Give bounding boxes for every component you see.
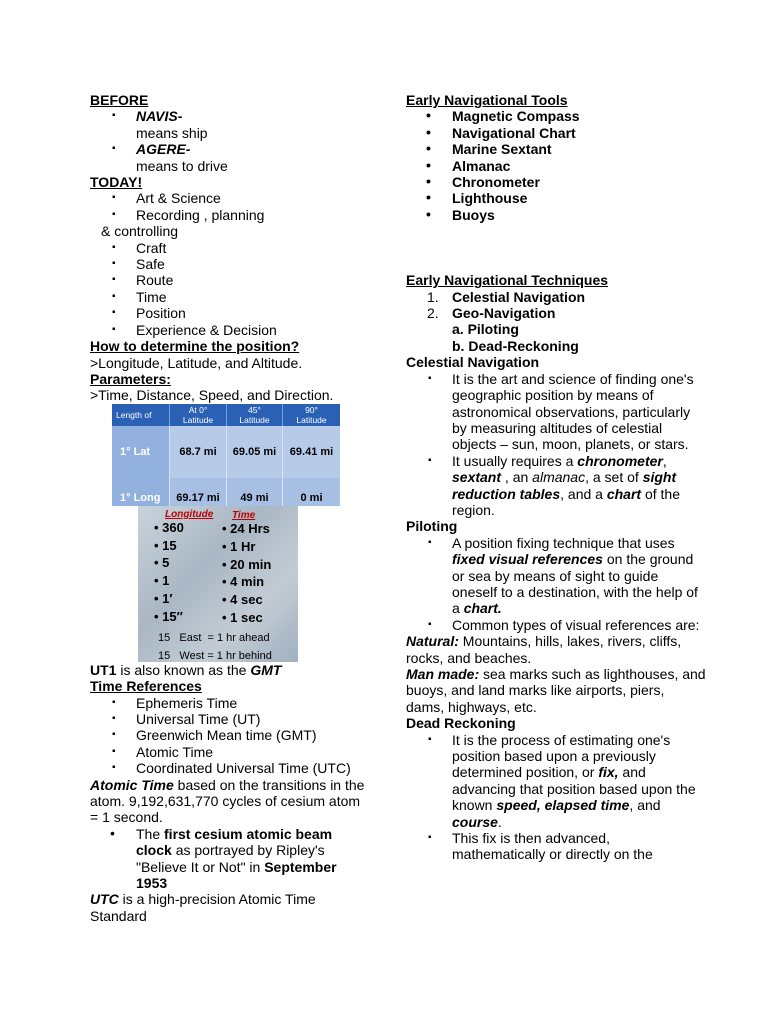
list-item: ▪ A position fixing technique that uses fixed visual references on the ground or sea by means of sight to guide oneself to a destination, with the help of a chart. [428, 534, 698, 617]
bullet-icon: ▪ [428, 372, 432, 384]
list-item: ▪ Atomic Time [112, 743, 214, 760]
photo-text: • 15″ [154, 608, 183, 624]
table-cell: 69.17 mi [170, 478, 227, 506]
bullet-icon: ▪ [112, 323, 116, 335]
bullet-icon: • [426, 140, 431, 157]
how-text: >Longitude, Latitude, and Altitude. [90, 354, 303, 371]
photo-text: • 15 [154, 537, 177, 553]
natural-text: Natural: Mountains, hills, lakes, rivers, cliffs, rocks, and beaches. [406, 633, 682, 666]
bullet-icon: ▪ [112, 258, 116, 270]
bullet-icon: ▪ [112, 110, 116, 122]
list-item: 2. Geo-Navigation [427, 305, 556, 322]
heading-piloting: Piloting [406, 518, 458, 535]
photo-col2-title: Time [232, 509, 256, 521]
bullet-icon: ▪ [428, 832, 432, 844]
list-item: ▪ Recording , planning [112, 206, 265, 223]
list-item: ▪ Route [112, 272, 174, 289]
table-cell: 69.41 mi [289, 445, 334, 458]
bullet-icon: • [426, 123, 431, 140]
photo-text: • 1 Hr [222, 538, 256, 554]
list-item-cont: means to drive [136, 157, 228, 174]
list-item-sub: b. Dead-Reckoning [452, 337, 579, 354]
list-item: • Chronometer [426, 173, 540, 191]
list-item: • The first cesium atomic beam clock as portrayed by Ripley's "Believe It or Not" in September 1953 [110, 824, 337, 891]
bullet-icon: ▪ [112, 274, 116, 286]
bullet-icon: ▪ [112, 712, 116, 724]
photo-text: • 1 [154, 572, 170, 588]
bullet-icon: ▪ [112, 762, 116, 774]
table-cell: 1° Long [112, 478, 170, 506]
bullet-icon: • [426, 189, 431, 206]
list-item: ▪ Greenwich Mean time (GMT) [112, 727, 317, 744]
heading-parameters: Parameters: [90, 370, 171, 387]
photo-text: • 4 min [222, 573, 265, 589]
bullet-icon: • [426, 156, 431, 173]
bullet-icon: • [426, 205, 431, 222]
table-cell: 1° Lat [112, 426, 170, 478]
heading-techniques: Early Navigational Techniques [406, 272, 609, 289]
photo-text: 15 East = 1 hr ahead [158, 631, 270, 644]
list-item: ▪ Common types of visual references are: [428, 616, 700, 633]
table-header [112, 404, 340, 426]
bullet-icon: ▪ [112, 143, 116, 155]
list-item: ▪ Time [112, 288, 167, 305]
table-row [112, 478, 340, 506]
photo-text: • 24 Hrs [222, 520, 270, 536]
list-item: ▪ AGERE- [112, 141, 191, 158]
heading-time-references: Time References [90, 678, 202, 695]
photo-col1-title: Longitude [165, 508, 214, 520]
ut1-text: UT1 is also known as the GMT [90, 661, 282, 678]
list-item: ▪ Position [112, 305, 186, 322]
table-header-cell: 90° Latitude [296, 404, 327, 425]
list-item: ▪ Universal Time (UT) [112, 710, 261, 727]
list-item: • Almanac [426, 156, 511, 174]
manmade-text: Man made: sea marks such as lighthouses, and buoys, and land marks like airports, piers, dams, highways, etc. [406, 666, 706, 715]
left-column [90, 92, 370, 924]
list-item: ▪ NAVIS- [112, 108, 183, 125]
list-item: ▪ Ephemeris Time [112, 694, 238, 711]
photo-text: • 4 sec [222, 591, 263, 607]
photo-text: • 20 min [222, 556, 272, 572]
longitude-time-image [138, 506, 298, 662]
list-item: ▪ Art & Science [112, 190, 221, 207]
list-item: • Navigational Chart [426, 123, 576, 141]
bullet-icon: • [110, 824, 115, 841]
bullet-icon: ▪ [112, 745, 116, 757]
list-item: ▪ It is the art and science of finding one's geographic position by means of astronomical observations, particularly by measuring altitudes of celestial objects – sun, moon, planets, or stars. [428, 370, 694, 453]
bullet-icon: ▪ [428, 536, 432, 548]
table-row [112, 426, 340, 478]
list-item: 1. Celestial Navigation [427, 288, 586, 305]
bullet-icon: ▪ [112, 208, 116, 220]
heading-before: BEFORE [90, 92, 149, 108]
table-cell: 68.7 mi [170, 426, 227, 478]
right-column [406, 92, 706, 863]
heading-today: TODAY! [90, 174, 143, 191]
photo-text: 15 West = 1 hr behind [158, 649, 272, 662]
bullet-icon: • [426, 173, 431, 190]
bullet-icon: ▪ [112, 696, 116, 708]
list-item: ▪ Craft [112, 239, 167, 256]
list-item-cont: & controlling [101, 223, 179, 240]
table-cell: 0 mi [300, 491, 323, 504]
bullet-icon: ▪ [428, 618, 432, 630]
list-item-cont: means ship [136, 124, 208, 141]
list-item: • Lighthouse [426, 189, 528, 207]
list-item: • Buoys [426, 205, 495, 223]
bullet-icon: ▪ [428, 733, 432, 745]
heading-dead-reckoning: Dead Reckoning [406, 715, 516, 732]
table-header-cell: Length of [112, 404, 170, 426]
bullet-icon: ▪ [112, 241, 116, 253]
table-cell: 69.05 mi [227, 426, 283, 478]
list-item: ▪ It usually requires a chronometer, sextant , an almanac, a set of sight reduction tables, and a chart of the region. [428, 452, 680, 518]
bullet-icon: • [426, 107, 431, 124]
list-item: ▪ It is the process of estimating one's position based upon a previously determined position, or fix, and advancing that position based upon the known speed, elapsed time, and course. [428, 731, 696, 830]
photo-text: • 5 [154, 554, 170, 570]
list-item: • Magnetic Compass [426, 107, 580, 125]
heading-celestial: Celestial Navigation [406, 354, 540, 371]
table-header-cell: 45° Latitude [227, 404, 283, 426]
latitude-table [112, 404, 340, 506]
photo-text: • 1 sec [222, 609, 263, 625]
bullet-icon: ▪ [112, 307, 116, 319]
photo-text: • 1′ [154, 590, 173, 606]
list-item-sub: a. Piloting [452, 321, 519, 338]
photo-text: • 360 [154, 519, 184, 535]
list-item: ▪ Experience & Decision [112, 321, 277, 338]
utc-text: UTC is a high-precision Atomic Time Standard [90, 891, 316, 924]
list-item: ▪ Coordinated Universal Time (UTC) [112, 760, 351, 777]
list-item: ▪ Safe [112, 256, 165, 273]
list-item: ▪ This fix is then advanced, mathematically or directly on the [428, 830, 653, 863]
parameters-text: >Time, Distance, Speed, and Direction. [90, 387, 334, 404]
bullet-icon: ▪ [112, 729, 116, 741]
table-cell: 49 mi [227, 478, 283, 506]
heading-tools: Early Navigational Tools [406, 92, 568, 108]
heading-how: How to determine the position? [90, 338, 300, 355]
list-item: • Marine Sextant [426, 140, 552, 158]
table-header-cell: At 0° Latitude [170, 404, 227, 426]
bullet-icon: ▪ [112, 290, 116, 302]
atomic-time-text: Atomic Time based on the transitions in the atom. 9,192,631,770 cycles of cesium atom = 1 second. [90, 776, 365, 826]
spacer [406, 223, 706, 272]
bullet-icon: ▪ [428, 454, 432, 466]
bullet-icon: ▪ [112, 192, 116, 204]
